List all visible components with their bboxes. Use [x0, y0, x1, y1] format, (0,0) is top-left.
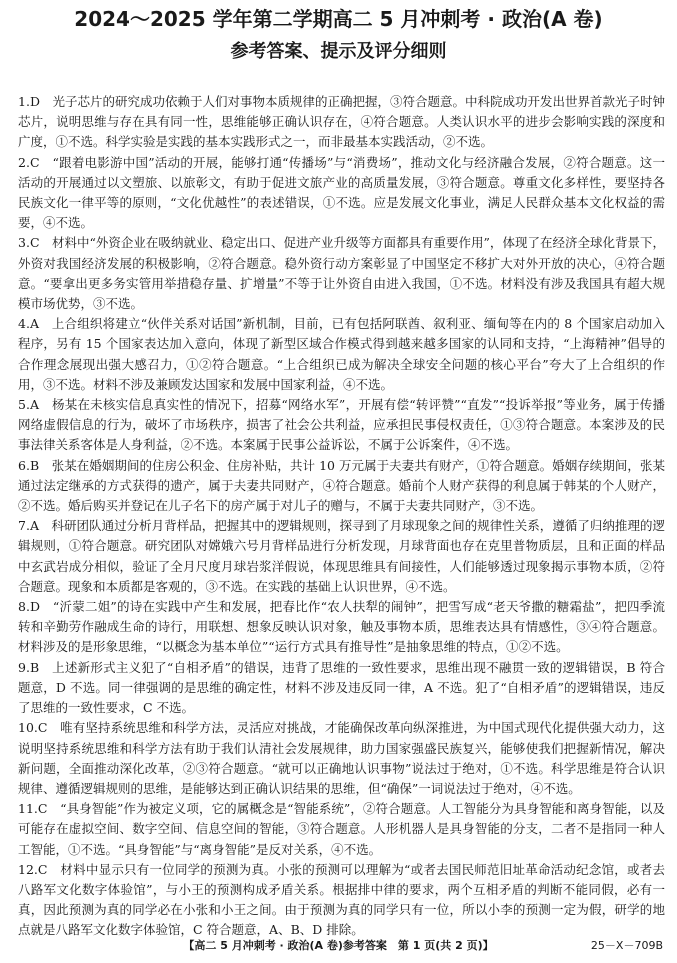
- answer-text: B 张某在婚姻期间的住房公积金、住房补贴，共计 10 万元属于夫妻共有财产，①符合题意。婚姻存续期间，张某通过法定继承的方式获得的遗产，属于夫妻共同财产，④符合题意。婚前个人财产获得的利息属于韩某的个人财产，②不选。婚后购买并登记在儿子名下的房产属于对儿子的赠与，不属于夫妻共同财产，③不选。: [18, 457, 665, 514]
- answer-item: [18, 799, 665, 860]
- answer-list: [18, 92, 665, 941]
- answer-number: 4.: [18, 316, 30, 332]
- footer-exam-code: 25－X－709B: [590, 939, 663, 952]
- answer-item: [18, 516, 665, 597]
- answer-number: 10.: [18, 720, 38, 736]
- answer-item: [18, 314, 665, 395]
- answer-number: 9.: [18, 659, 30, 675]
- answer-text: D “沂蒙二姐”的诗在实践中产生和发展，把春比作“农人扶犁的闹钟”，把雪写成“老天爷撒的糖霜盐”，把四季流转和辛勤劳作融成生命的诗行，用联想、想象反映认识对象，触及事物本质，思维表达具有情感性，③④符合题意。材料涉及的是形象思维，“以概念为基本单位”“运行方式具有推导性”是抽象思维的特点，①②不选。: [18, 599, 665, 655]
- answer-text: A 科研团队通过分析月背样品，把握其中的逻辑规则，探寻到了月球现象之间的规律性关系，遵循了归纳推理的逻辑规则，①符合题意。研究团队对嫦娥六号月背样品进行分析发现，月球背面也存在克里普物质层，且和正面的样品中玄武岩成分相似，验证了全月尺度月球岩浆洋假说，体现思维具有间接性，人们能够透过现象揭示事物本质，②符合题意。现象和本质都是客观的，③不选。在实践的基础上认识世界，④不选。: [18, 518, 665, 594]
- answer-item: [18, 153, 665, 234]
- answer-item: [18, 233, 665, 314]
- answer-text: B 上述新形式主义犯了“自相矛盾”的错误，违背了思维的一致性要求，思维出现不融贯一致的逻辑错误，B 符合题意，D 不选。同一律强调的是思维的确定性，材料不涉及违反同一律，A 不选。犯了“自相矛盾”的逻辑错误，违反了思维的一致性要求，C 不选。: [18, 659, 665, 716]
- answer-item: [18, 92, 665, 153]
- answer-number: 3.: [18, 235, 30, 251]
- answer-number: 1.: [18, 94, 30, 109]
- answer-item: [18, 860, 665, 941]
- answer-text: A 杨某在未核实信息真实性的情况下，招募“网络水军”，开展有偿“转评赞”“直发”“投诉举报”等业务，属于传播网络虚假信息的行为，破坏了市场秩序，损害了社会公共利益，应承担民事侵权责任，①③符合题意。本案涉及的民事法律关系客体是人身利益，②不选。本案属于民事公益诉讼，不属于公诉案件，④不选。: [18, 397, 665, 453]
- page-title: 2024～2025 学年第二学期高二 5 月冲刺考 · 政治(A 卷): [74, 7, 603, 31]
- page-subtitle: 参考答案、提示及评分细则: [230, 41, 447, 62]
- answer-number: 11.: [18, 801, 38, 817]
- answer-item: [18, 658, 665, 719]
- answer-number: 8.: [18, 599, 30, 615]
- answer-text: D 光子芯片的研究成功依赖于人们对事物本质规律的正确把握，③符合题意。中科院成功开发出世界首款光子时钟芯片，说明思维与存在具有同一性，思维能够正确认识存在，④符合题意。人类认识水平的进步会影响实践的深度和广度，①不选。科学实验是实践的基本实践形式之一，而非最基本实践活动，②不选。: [18, 94, 665, 150]
- answer-item: [18, 718, 665, 799]
- answer-text: C “跟着电影游中国”活动的开展，能够打通“传播场”与“消费场”，推动文化与经济融合发展，②符合题意。这一活动的开展通过以文塑旅、以旅彰文，有助于促进文旅产业的高质量发展，③符合题意。尊重文化多样性，要坚持各民族文化一律平等的原则，“文化优越性”的表述错误，①不选。应是发展文化事业，满足人民群众基本文化权益的需要，④不选。: [18, 154, 665, 231]
- footer-page-info: 【高二 5 月冲刺考 · 政治(A 卷)参考答案 第 1 页(共 2 页)】: [183, 939, 494, 952]
- answer-item: [18, 456, 665, 517]
- answer-text: C 材料中“外资企业在吸纳就业、稳定出口、促进产业升级等方面都具有重要作用”，体现了在经济全球化背景下，外资对我国经济发展的积极影响，②符合题意。稳外资行动方案彰显了中国坚定不移扩大对外开放的决心，④符合题意。“要拿出更多务实管用举措稳存量、扩增量”不等于让外资自由进入我国，①不选。材料没有涉及我国具有超大规模市场优势，③不选。: [18, 235, 665, 312]
- answer-number: 7.: [18, 518, 30, 534]
- answer-number: 12.: [18, 861, 38, 877]
- answer-text: A 上合组织将建立“伙伴关系对话国”新机制，目前，已有包括阿联酋、叙利亚、缅甸等在内的 8 个国家启动加入程序，另有 15 个国家表达加入意向，体现了新型区域合作模式得到越来越多国家的认同和支持，“上海精神”倡导的合作理念展现出强大感召力，①②符合题意。“上合组织已成为解决全球安全问题的核心平台”夸大了上合组织的作用，③不选。材料不涉及兼顾发达国家和发展中国家利益，④不选。: [18, 316, 665, 392]
- answer-text: C “具身智能”作为被定义项，它的属概念是“智能系统”，②符合题意。人工智能分为具身智能和离身智能，以及可能存在虚拟空间、数字空间、信息空间的智能，③符合题意。人形机器人是具身智能的分支，二者不是指同一种人工智能，①不选。“具身智能”与“离身智能”是反对关系，④不选。: [18, 801, 665, 857]
- answer-number: 6.: [18, 457, 30, 473]
- answer-number: 2.: [18, 154, 30, 170]
- answer-item: [18, 395, 665, 456]
- answer-text: C 唯有坚持系统思维和科学方法，灵活应对挑战，才能确保改革向纵深推进，为中国式现代化提供强大动力，这说明坚持系统思维和科学方法有助于我们认清社会发展规律，助力国家强盛民族复兴，能够使我们把握新情况，解决新问题，全面推动深化改革，②③符合题意。“就可以正确地认识事物”说法过于绝对，①不选。科学思维是符合认识规律、遵循逻辑规则的思维，是能够达到正确认识结果的思维，但“确保”一词说法过于绝对，④不选。: [18, 720, 665, 796]
- answer-text: C 材料中显示只有一位同学的预测为真。小张的预测可以理解为“或者去国民师范旧址革命活动纪念馆，或者去八路军文化数字体验馆”，与小王的预测构成矛盾关系。根据排中律的要求，两个互相矛盾的判断不能同假，必有一真，因此预测为真的同学必在小张和小王之间。由于预测为真的同学只有一位，所以小李的预测一定为假，研学的地点就是八路军文化数字体验馆，C 符合题意，A、B、D 排除。: [18, 861, 665, 938]
- answer-item: [18, 597, 665, 658]
- answer-number: 5.: [18, 397, 30, 413]
- page-footer: [0, 937, 677, 955]
